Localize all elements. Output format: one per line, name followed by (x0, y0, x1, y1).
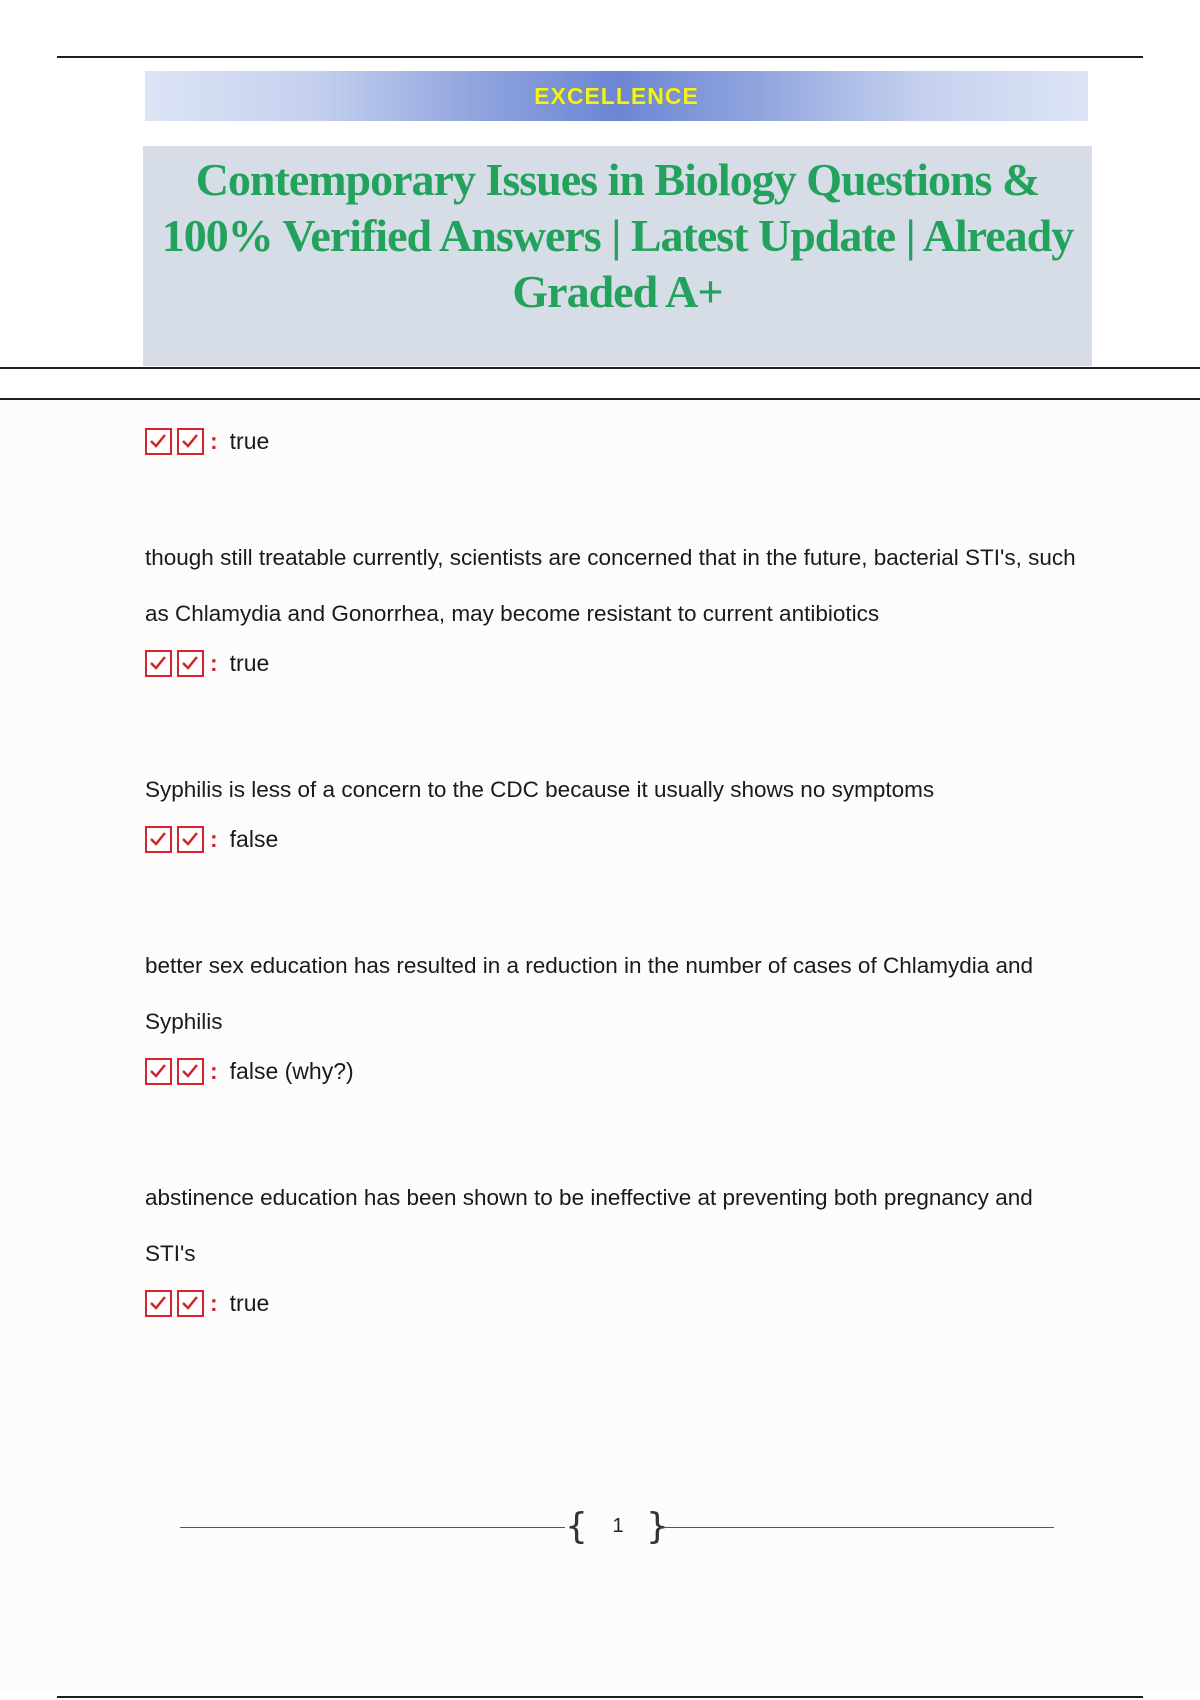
question-text: though still treatable currently, scientists are concerned that in the future, bacterial STI's, such as Chlamydia and Gonorrhea, may become resistant to current antibiotics (145, 545, 1076, 626)
qa-item (145, 762, 1085, 854)
top-rule (57, 56, 1143, 58)
answer-separator: : (210, 1057, 218, 1084)
answer-separator: : (210, 649, 218, 676)
checked-box-icon (145, 826, 172, 853)
checked-box-icon (145, 1290, 172, 1317)
answer-text: false (229, 825, 279, 852)
checked-box-icon (177, 1058, 204, 1085)
page-footer (180, 1505, 1054, 1551)
banner-text: EXCELLENCE (534, 82, 699, 109)
qa-item (145, 530, 1085, 678)
excellence-banner (145, 71, 1088, 121)
right-brace-icon: } (646, 1506, 669, 1547)
question-text: Syphilis is less of a concern to the CDC because it usually shows no symptoms (145, 777, 935, 802)
checked-box-icon (177, 428, 204, 455)
answer-text: true (229, 649, 270, 676)
document-title: Contemporary Issues in Biology Questions & 100% Verified Answers | Latest Update | Already Graded A+ (161, 154, 1074, 317)
checked-box-icon (177, 650, 204, 677)
footer-rule-right (663, 1527, 1054, 1528)
qa-item (145, 938, 1085, 1086)
left-brace-icon: { (565, 1506, 588, 1547)
answer-text: false (why?) (229, 1057, 354, 1084)
answer-row (145, 648, 1085, 678)
question-text: abstinence education has been shown to be ineffective at preventing both pregnancy and STI's (145, 1185, 1033, 1266)
answer-row (145, 426, 1085, 456)
checked-box-icon (177, 826, 204, 853)
section-rule-upper (0, 367, 1200, 369)
question-text: better sex education has resulted in a reduction in the number of cases of Chlamydia and Syphilis (145, 953, 1034, 1034)
qa-item (145, 1170, 1085, 1318)
checked-box-icon (177, 1290, 204, 1317)
answer-row (145, 824, 1085, 854)
qa-item (145, 426, 1085, 456)
footer-rule-left (180, 1527, 565, 1528)
answer-separator: : (210, 825, 218, 852)
answer-separator: : (210, 1289, 218, 1316)
answer-separator: : (210, 427, 218, 454)
answer-row (145, 1288, 1085, 1318)
title-box (143, 146, 1092, 366)
checked-box-icon (145, 1058, 172, 1085)
page-number: 1 (612, 1515, 624, 1537)
checked-box-icon (145, 650, 172, 677)
answer-text: true (229, 427, 270, 454)
bottom-rule (57, 1696, 1143, 1698)
checked-box-icon (145, 428, 172, 455)
answer-text: true (229, 1289, 270, 1316)
answer-row (145, 1056, 1085, 1086)
